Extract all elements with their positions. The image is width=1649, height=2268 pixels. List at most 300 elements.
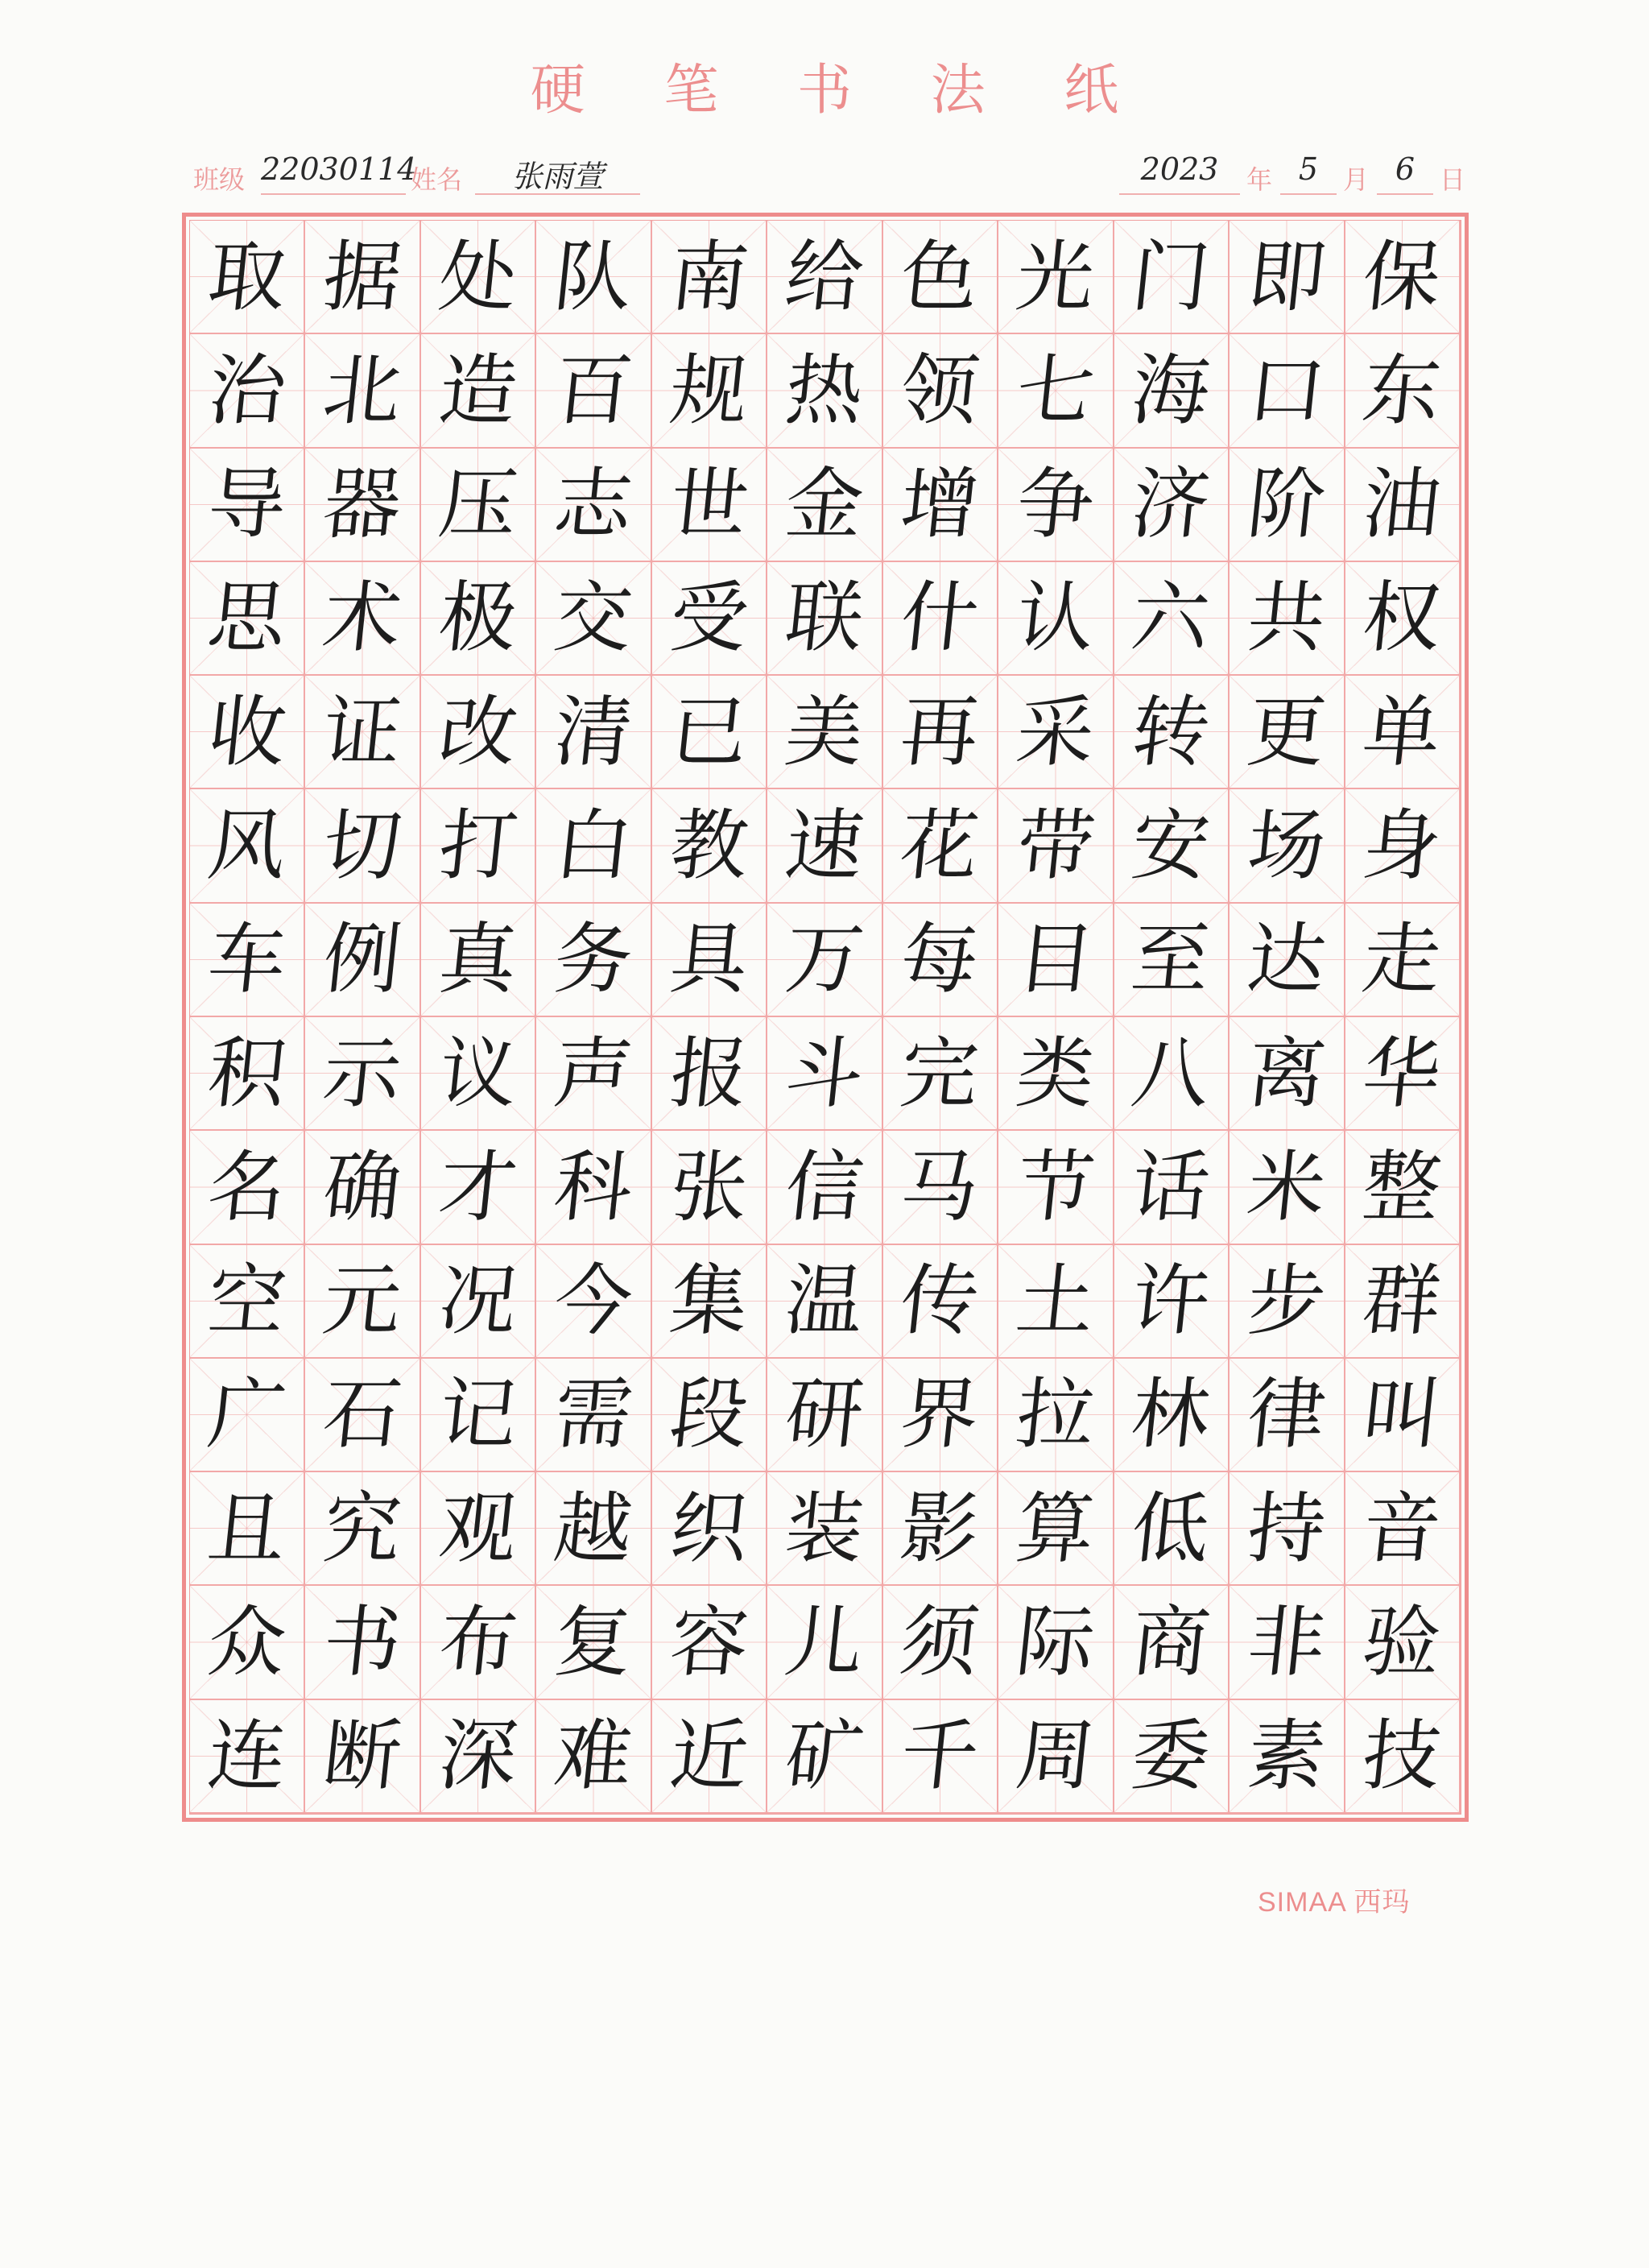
handwritten-character: 联	[781, 573, 868, 664]
grid-cell	[536, 1017, 651, 1131]
grid-cell	[536, 1131, 651, 1244]
grid-cell	[767, 449, 882, 562]
handwritten-character: 音	[1358, 1483, 1446, 1574]
grid-cell	[1114, 1359, 1230, 1472]
grid-cell	[305, 1245, 420, 1359]
handwritten-character: 造	[434, 345, 522, 436]
handwritten-character: 取	[203, 231, 291, 322]
handwritten-character: 什	[896, 573, 984, 664]
grid-cell	[1114, 789, 1230, 903]
grid-cell	[1114, 562, 1230, 676]
grid-cell	[305, 904, 420, 1017]
handwritten-character: 非	[1242, 1597, 1330, 1688]
handwritten-character: 场	[1242, 801, 1330, 892]
grid-cell	[1345, 1359, 1461, 1472]
grid-cell	[1345, 1017, 1461, 1131]
handwritten-character: 器	[319, 459, 407, 550]
handwritten-character: 金	[781, 459, 868, 550]
handwritten-character: 七	[1012, 345, 1099, 436]
handwritten-character: 共	[1242, 573, 1330, 664]
grid-cell	[767, 1586, 882, 1699]
grid-cell	[998, 676, 1114, 789]
grid-cell	[767, 562, 882, 676]
grid-cell	[652, 562, 767, 676]
grid-cell	[767, 789, 882, 903]
handwritten-character: 容	[665, 1597, 753, 1688]
handwritten-character: 切	[319, 801, 407, 892]
handwritten-character: 思	[203, 573, 291, 664]
handwritten-character: 近	[665, 1711, 753, 1802]
grid-cell	[190, 334, 305, 448]
year-label: 年	[1246, 164, 1273, 195]
grid-cell	[998, 1472, 1114, 1586]
grid-cell	[652, 1700, 767, 1814]
handwritten-character: 油	[1358, 459, 1446, 550]
handwritten-character: 转	[1127, 686, 1215, 777]
grid-cell	[536, 1586, 651, 1699]
grid-cell	[1345, 562, 1461, 676]
grid-cell	[883, 221, 998, 334]
grid-cell	[190, 676, 305, 789]
grid-cell	[652, 1131, 767, 1244]
grid-cell	[767, 1472, 882, 1586]
handwritten-character: 元	[319, 1256, 407, 1347]
handwritten-character: 才	[434, 1141, 522, 1232]
grid-cell	[1114, 1017, 1230, 1131]
handwritten-character: 声	[550, 1028, 637, 1119]
grid-cell	[536, 1700, 651, 1814]
handwritten-character: 群	[1358, 1256, 1446, 1347]
name-value: 张雨萱	[475, 151, 640, 195]
handwritten-character: 队	[550, 231, 637, 322]
handwritten-character: 广	[203, 1369, 291, 1460]
handwritten-character: 织	[665, 1483, 753, 1574]
grid-cell	[1230, 449, 1345, 562]
grid-cell	[652, 904, 767, 1017]
grid-cell	[998, 221, 1114, 334]
handwritten-character: 际	[1012, 1597, 1099, 1688]
day-value: 6	[1377, 151, 1433, 195]
year-value: 2023	[1119, 151, 1240, 195]
grid-cell	[1230, 562, 1345, 676]
grid-cell	[998, 1017, 1114, 1131]
handwritten-character: 美	[781, 686, 868, 777]
handwritten-character: 深	[434, 1711, 522, 1802]
handwritten-character: 术	[319, 573, 407, 664]
grid-cell	[1230, 1472, 1345, 1586]
grid-cell	[883, 334, 998, 448]
grid-cell	[767, 1245, 882, 1359]
handwritten-character: 安	[1127, 801, 1215, 892]
handwritten-character: 极	[434, 573, 522, 664]
grid-cell	[1114, 1586, 1230, 1699]
handwritten-character: 色	[896, 231, 984, 322]
handwritten-character: 车	[203, 914, 291, 1005]
handwritten-character: 已	[665, 686, 753, 777]
grid-cell	[652, 1017, 767, 1131]
handwritten-character: 斗	[781, 1028, 868, 1119]
handwritten-character: 议	[434, 1028, 522, 1119]
grid-cell	[421, 1472, 536, 1586]
grid-cell	[998, 1700, 1114, 1814]
handwritten-character: 华	[1358, 1028, 1446, 1119]
handwritten-character: 保	[1358, 231, 1446, 322]
handwritten-character: 且	[203, 1483, 291, 1574]
handwritten-character: 速	[781, 801, 868, 892]
handwritten-character: 具	[665, 914, 753, 1005]
grid-cell	[883, 449, 998, 562]
grid-cell	[305, 1700, 420, 1814]
handwritten-character: 证	[319, 686, 407, 777]
handwritten-character: 温	[781, 1256, 868, 1347]
grid-cell	[883, 1700, 998, 1814]
grid-cell	[305, 1472, 420, 1586]
handwritten-character: 持	[1242, 1483, 1330, 1574]
handwritten-character: 今	[550, 1256, 637, 1347]
handwritten-character: 研	[781, 1369, 868, 1460]
handwritten-character: 世	[665, 459, 753, 550]
handwritten-character: 认	[1012, 573, 1099, 664]
handwritten-character: 张	[665, 1141, 753, 1232]
handwritten-character: 至	[1127, 914, 1215, 1005]
handwritten-character: 观	[434, 1483, 522, 1574]
grid-cell	[190, 1700, 305, 1814]
handwritten-character: 六	[1127, 573, 1215, 664]
grid-cell	[883, 1017, 998, 1131]
handwritten-character: 信	[781, 1141, 868, 1232]
handwritten-character: 务	[550, 914, 637, 1005]
grid-cell	[421, 1700, 536, 1814]
handwritten-character: 叫	[1358, 1369, 1446, 1460]
handwritten-character: 领	[896, 345, 984, 436]
handwritten-character: 教	[665, 801, 753, 892]
grid-cell	[421, 904, 536, 1017]
grid-cell	[536, 1472, 651, 1586]
grid-cell	[1345, 334, 1461, 448]
handwritten-character: 算	[1012, 1483, 1099, 1574]
handwritten-character: 步	[1242, 1256, 1330, 1347]
handwritten-character: 离	[1242, 1028, 1330, 1119]
handwritten-character: 界	[896, 1369, 984, 1460]
grid-cell	[1230, 1131, 1345, 1244]
grid-cell	[883, 1131, 998, 1244]
grid-cell	[190, 1131, 305, 1244]
grid-cell	[421, 676, 536, 789]
handwritten-character: 口	[1242, 345, 1330, 436]
handwritten-character: 门	[1127, 231, 1215, 322]
handwritten-character: 花	[896, 801, 984, 892]
handwritten-character: 达	[1242, 914, 1330, 1005]
handwritten-character: 白	[550, 801, 637, 892]
handwritten-character: 科	[550, 1141, 637, 1232]
grid-cell	[305, 676, 420, 789]
handwritten-character: 难	[550, 1711, 637, 1802]
grid-cell	[1230, 1017, 1345, 1131]
grid-cell	[767, 1131, 882, 1244]
handwritten-character: 增	[896, 459, 984, 550]
handwritten-character: 马	[896, 1141, 984, 1232]
grid-cell	[421, 334, 536, 448]
handwritten-character: 阶	[1242, 459, 1330, 550]
handwritten-character: 越	[550, 1483, 637, 1574]
handwritten-character: 许	[1127, 1256, 1215, 1347]
grid-cell	[305, 1359, 420, 1472]
handwritten-character: 处	[434, 231, 522, 322]
grid-cell	[421, 562, 536, 676]
grid-cell	[305, 334, 420, 448]
handwritten-character: 清	[550, 686, 637, 777]
grid-cell	[883, 562, 998, 676]
handwritten-character: 委	[1127, 1711, 1215, 1802]
handwritten-character: 技	[1358, 1711, 1446, 1802]
grid-cell	[1345, 676, 1461, 789]
handwritten-character: 再	[896, 686, 984, 777]
grid-cell	[1114, 1131, 1230, 1244]
grid-cell	[190, 562, 305, 676]
grid-cell	[305, 1586, 420, 1699]
grid-cell	[652, 1472, 767, 1586]
grid-cell	[1114, 221, 1230, 334]
grid-cell	[1345, 1472, 1461, 1586]
handwritten-character: 记	[434, 1369, 522, 1460]
handwritten-character: 儿	[781, 1597, 868, 1688]
grid-cell	[421, 789, 536, 903]
grid-cell	[652, 1359, 767, 1472]
grid-cell	[421, 221, 536, 334]
handwritten-character: 书	[319, 1597, 407, 1688]
handwritten-character: 复	[550, 1597, 637, 1688]
handwritten-character: 热	[781, 345, 868, 436]
grid-cell	[998, 1131, 1114, 1244]
grid-cell	[1345, 449, 1461, 562]
grid-cell	[998, 334, 1114, 448]
grid-cell	[1114, 334, 1230, 448]
grid-cell	[883, 789, 998, 903]
handwritten-character: 示	[319, 1028, 407, 1119]
grid-cell	[536, 449, 651, 562]
grid-cell	[190, 904, 305, 1017]
grid-cell	[190, 221, 305, 334]
handwritten-character: 光	[1012, 231, 1099, 322]
class-label: 班级	[193, 164, 246, 195]
grid-cell	[883, 1472, 998, 1586]
handwritten-character: 百	[550, 345, 637, 436]
grid-cell	[1345, 1245, 1461, 1359]
handwritten-character: 例	[319, 914, 407, 1005]
grid-cell	[1230, 1245, 1345, 1359]
grid-cell	[190, 1359, 305, 1472]
handwritten-character: 走	[1358, 914, 1446, 1005]
grid-cell	[190, 449, 305, 562]
grid-cell	[536, 789, 651, 903]
grid-cell	[1114, 1245, 1230, 1359]
handwritten-character: 积	[203, 1028, 291, 1119]
grid-cell	[305, 1017, 420, 1131]
grid-cell	[1230, 1700, 1345, 1814]
grid-cell	[536, 562, 651, 676]
handwritten-character: 究	[319, 1483, 407, 1574]
handwritten-character: 装	[781, 1483, 868, 1574]
handwritten-character: 带	[1012, 801, 1099, 892]
grid-cell	[1345, 904, 1461, 1017]
handwritten-character: 集	[665, 1256, 753, 1347]
day-label: 日	[1440, 164, 1466, 195]
grid-cell	[1230, 789, 1345, 903]
handwritten-character: 济	[1127, 459, 1215, 550]
handwritten-character: 节	[1012, 1141, 1099, 1232]
grid-cell	[767, 676, 882, 789]
handwritten-character: 给	[781, 231, 868, 322]
grid-cell	[1230, 904, 1345, 1017]
grid-cell	[998, 1359, 1114, 1472]
grid-cell	[1345, 1586, 1461, 1699]
grid-cell	[421, 1245, 536, 1359]
grid-cell	[883, 1245, 998, 1359]
grid-cell	[883, 1359, 998, 1472]
grid-cell	[767, 1700, 882, 1814]
grid-cell	[1345, 1131, 1461, 1244]
handwritten-character: 类	[1012, 1028, 1099, 1119]
handwritten-character: 律	[1242, 1369, 1330, 1460]
grid-cell	[998, 1245, 1114, 1359]
handwritten-character: 确	[319, 1141, 407, 1232]
grid-cell	[305, 562, 420, 676]
grid-cell	[190, 1586, 305, 1699]
handwritten-character: 石	[319, 1369, 407, 1460]
handwritten-character: 空	[203, 1256, 291, 1347]
handwritten-character: 权	[1358, 573, 1446, 664]
grid-cell	[1230, 221, 1345, 334]
handwritten-character: 需	[550, 1369, 637, 1460]
grid-cell	[1114, 449, 1230, 562]
name-label: 姓名	[411, 164, 463, 195]
handwritten-character: 即	[1242, 231, 1330, 322]
grid-cell	[1230, 1586, 1345, 1699]
grid-cell	[190, 1472, 305, 1586]
grid-cell	[883, 1586, 998, 1699]
handwritten-character: 采	[1012, 686, 1099, 777]
handwritten-character: 据	[319, 231, 407, 322]
brand-logo: SIMAA 西玛	[1258, 1887, 1411, 1918]
handwritten-character: 米	[1242, 1141, 1330, 1232]
grid-cell	[883, 676, 998, 789]
grid-cell	[305, 1131, 420, 1244]
grid-cell	[305, 221, 420, 334]
handwritten-character: 目	[1012, 914, 1099, 1005]
handwritten-character: 话	[1127, 1141, 1215, 1232]
grid-cell	[652, 676, 767, 789]
grid-cell	[998, 1586, 1114, 1699]
grid-cell	[998, 562, 1114, 676]
grid-cell	[883, 904, 998, 1017]
grid-cell	[652, 221, 767, 334]
grid-cell	[1230, 1359, 1345, 1472]
handwritten-character: 完	[896, 1028, 984, 1119]
handwritten-character: 治	[203, 345, 291, 436]
month-value: 5	[1280, 151, 1337, 195]
grid-cell	[767, 334, 882, 448]
handwritten-character: 改	[434, 686, 522, 777]
grid-cell	[536, 1245, 651, 1359]
handwritten-character: 名	[203, 1141, 291, 1232]
grid-cell	[767, 1017, 882, 1131]
grid-cell	[998, 789, 1114, 903]
handwritten-character: 千	[896, 1711, 984, 1802]
grid-cell	[652, 789, 767, 903]
grid-cell	[652, 449, 767, 562]
handwritten-character: 风	[203, 801, 291, 892]
handwritten-character: 商	[1127, 1597, 1215, 1688]
handwritten-character: 林	[1127, 1369, 1215, 1460]
handwritten-character: 况	[434, 1256, 522, 1347]
grid-cell	[305, 449, 420, 562]
handwritten-character: 低	[1127, 1483, 1215, 1574]
handwritten-character: 东	[1358, 345, 1446, 436]
header-info	[193, 151, 1473, 200]
character-grid	[189, 220, 1461, 1815]
month-label: 月	[1343, 164, 1370, 195]
handwritten-character: 连	[203, 1711, 291, 1802]
grid-cell	[421, 449, 536, 562]
handwritten-character: 北	[319, 345, 407, 436]
handwritten-character: 须	[896, 1597, 984, 1688]
handwritten-character: 八	[1127, 1028, 1215, 1119]
handwritten-character: 真	[434, 914, 522, 1005]
grid-cell	[1345, 221, 1461, 334]
grid-cell	[1230, 676, 1345, 789]
handwritten-character: 布	[434, 1597, 522, 1688]
handwritten-character: 矿	[781, 1711, 868, 1802]
handwritten-character: 打	[434, 801, 522, 892]
grid-cell	[767, 1359, 882, 1472]
grid-cell	[190, 1245, 305, 1359]
grid-cell	[652, 1245, 767, 1359]
handwritten-character: 每	[896, 914, 984, 1005]
handwritten-character: 众	[203, 1597, 291, 1688]
grid-cell	[1230, 334, 1345, 448]
grid-cell	[536, 334, 651, 448]
handwritten-character: 段	[665, 1369, 753, 1460]
grid-cell	[1114, 904, 1230, 1017]
handwritten-character: 影	[896, 1483, 984, 1574]
handwritten-character: 万	[781, 914, 868, 1005]
grid-cell	[421, 1017, 536, 1131]
grid-cell	[190, 789, 305, 903]
handwritten-character: 争	[1012, 459, 1099, 550]
grid-cell	[1114, 676, 1230, 789]
grid-cell	[536, 1359, 651, 1472]
handwritten-character: 受	[665, 573, 753, 664]
handwritten-character: 规	[665, 345, 753, 436]
handwritten-character: 素	[1242, 1711, 1330, 1802]
grid-cell	[998, 904, 1114, 1017]
handwritten-character: 拉	[1012, 1369, 1099, 1460]
handwritten-character: 交	[550, 573, 637, 664]
handwritten-character: 海	[1127, 345, 1215, 436]
handwritten-character: 验	[1358, 1597, 1446, 1688]
handwritten-character: 压	[434, 459, 522, 550]
grid-cell	[190, 1017, 305, 1131]
handwritten-character: 导	[203, 459, 291, 550]
grid-cell	[767, 904, 882, 1017]
grid-cell	[1114, 1700, 1230, 1814]
grid-cell	[998, 449, 1114, 562]
grid-cell	[767, 221, 882, 334]
grid-cell	[421, 1359, 536, 1472]
grid-cell	[1345, 789, 1461, 903]
handwritten-character: 报	[665, 1028, 753, 1119]
grid-cell	[305, 789, 420, 903]
